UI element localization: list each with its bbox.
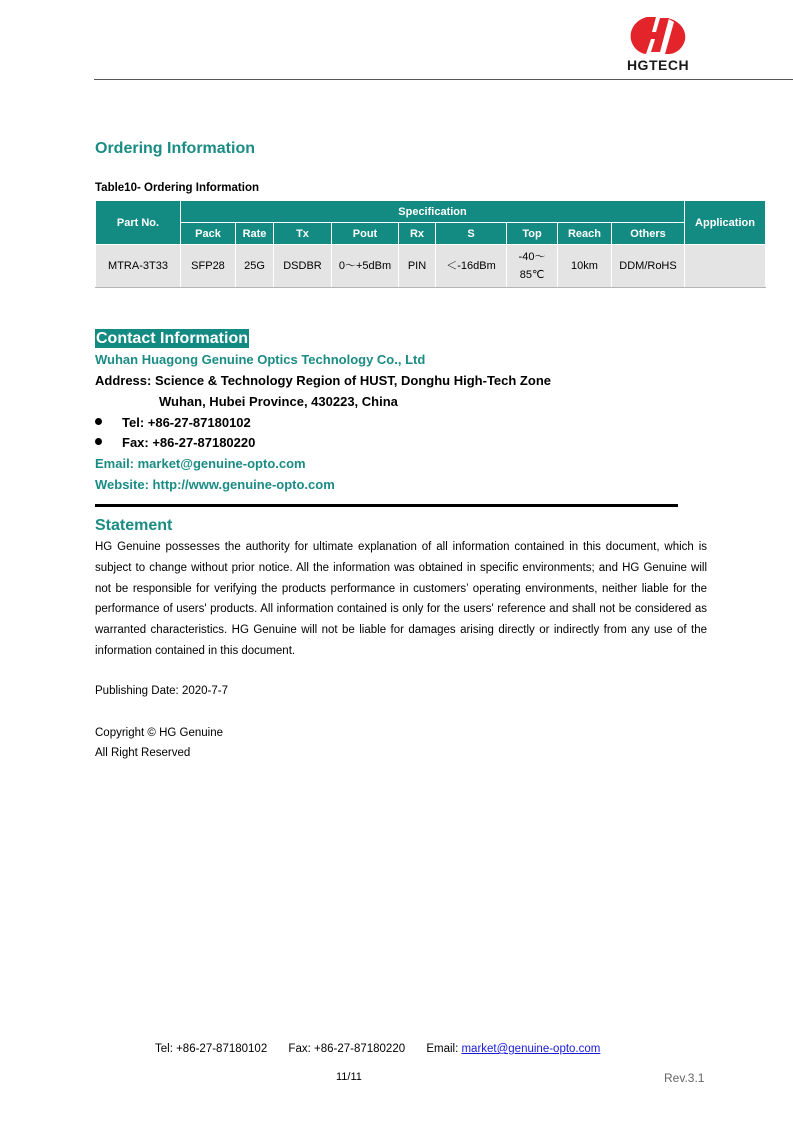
email-line: Email: market@genuine-opto.com — [95, 456, 306, 471]
tel-text: Tel: +86-27-87180102 — [122, 415, 251, 430]
footer-email-link[interactable]: market@genuine-opto.com — [461, 1043, 601, 1055]
cell-others: DDM/RoHS — [612, 245, 685, 288]
hgtech-logo-icon — [627, 14, 689, 56]
header-application: Application — [685, 201, 766, 245]
header-rule — [94, 79, 793, 80]
ordering-table — [95, 200, 766, 288]
bullet-icon — [95, 438, 102, 445]
cell-rate: 25G — [236, 245, 274, 288]
publishing-date: Publishing Date: 2020-7-7 — [95, 685, 228, 697]
statement-title: Statement — [95, 517, 173, 534]
footer-email-label: Email: — [426, 1043, 459, 1055]
cell-application — [685, 245, 766, 288]
subheader-others: Others — [612, 223, 685, 245]
subheader-s: S — [436, 223, 507, 245]
header-part-no: Part No. — [96, 201, 181, 245]
logo-text: HGTECH — [626, 57, 690, 73]
cell-s: ＜-16dBm — [436, 245, 507, 288]
address-line-1: Address: Science & Technology Region of HUST, Donghu High-Tech Zone — [95, 373, 551, 388]
contact-title: Contact Information — [96, 330, 248, 347]
cell-pack: SFP28 — [181, 245, 236, 288]
copyright: Copyright © HG Genuine — [95, 727, 224, 739]
section-divider — [95, 504, 678, 507]
footer-tel: Tel: +86-27-87180102 — [155, 1043, 268, 1055]
footer-contact — [155, 1043, 600, 1055]
fax-line — [95, 435, 255, 450]
tel-line — [95, 415, 251, 430]
rights-reserved: All Right Reserved — [95, 747, 191, 759]
page-number: 11/11 — [336, 1071, 362, 1083]
cell-tx: DSDBR — [274, 245, 332, 288]
cell-top — [507, 245, 558, 288]
subheader-pout: Pout — [332, 223, 399, 245]
cell-top-line2: 85℃ — [519, 269, 545, 281]
bullet-icon — [95, 418, 102, 425]
subheader-rate: Rate — [236, 223, 274, 245]
table-row — [96, 245, 766, 288]
cell-pout: 0～+5dBm — [332, 245, 399, 288]
statement-body: HG Genuine possesses the authority for ultimate explanation of all information contained in this document, which is subject to change without prior notice. All the information was obtained in specific environments; and HG Genuine will not be responsible for verifying the products performance in customers’ operating environments, neither liable for the performance of users' products. All information contained is only for the users' reference and shall not be considered as warranted characteristics. HG Genuine will not be liable for damages arising directly or indirectly from any use of the information contained in this document. — [95, 541, 707, 657]
company-name: Wuhan Huagong Genuine Optics Technology Co., Ltd — [95, 352, 426, 367]
subheader-reach: Reach — [558, 223, 612, 245]
cell-top-line1: -40～ — [518, 251, 546, 263]
hgtech-logo — [622, 14, 694, 78]
cell-part-no: MTRA-3T33 — [96, 245, 181, 288]
revision: Rev.3.1 — [664, 1071, 705, 1085]
header-specification: Specification — [181, 201, 685, 223]
subheader-pack: Pack — [181, 223, 236, 245]
subheader-top: Top — [507, 223, 558, 245]
footer-fax: Fax: +86-27-87180220 — [288, 1043, 406, 1055]
table-caption: Table10- Ordering Information — [95, 182, 259, 194]
cell-reach: 10km — [558, 245, 612, 288]
cell-rx: PIN — [399, 245, 436, 288]
footer-email — [426, 1043, 600, 1055]
fax-text: Fax: +86-27-87180220 — [122, 435, 256, 450]
website-line: Website: http://www.genuine-opto.com — [95, 477, 335, 492]
subheader-tx: Tx — [274, 223, 332, 245]
address-line-2: Wuhan, Hubei Province, 430223, China — [159, 394, 398, 409]
ordering-title: Ordering Information — [95, 140, 255, 157]
subheader-rx: Rx — [399, 223, 436, 245]
